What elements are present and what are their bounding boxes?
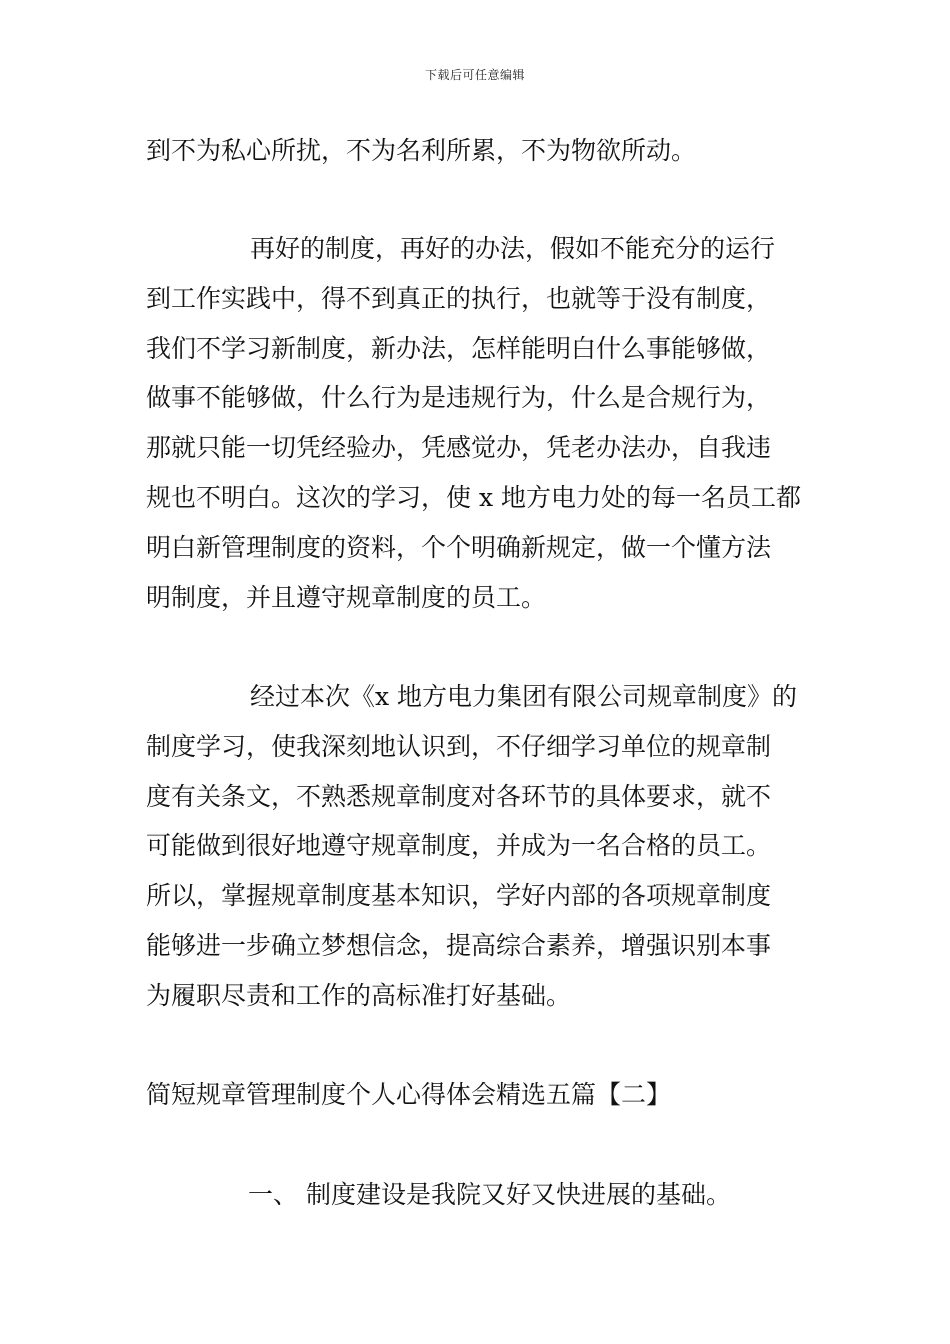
text-line: 规也不明白。这次的学习，使 x 地方电力处的每一名员工都: [146, 483, 801, 512]
list-item-one: 一、 制度建设是我院又好又快进展的基础。: [248, 1180, 731, 1209]
text-line: 度有关条文，不熟悉规章制度对各环节的具体要求，就不: [146, 782, 772, 811]
paragraph-first-line: 经过本次《x 地方电力集团有限公司规章制度》的: [250, 682, 798, 711]
text-line: 到工作实践中，得不到真正的执行，也就等于没有制度，: [146, 284, 772, 313]
text-line: 制度学习，使我深刻地认识到，不仔细学习单位的规章制: [146, 732, 772, 761]
section-title: 简短规章管理制度个人心得体会精选五篇【二】: [146, 1080, 672, 1109]
text-line: 做事不能够做，什么行为是违规行为，什么是合规行为，: [146, 383, 772, 412]
text-line: 为履职尽责和工作的高标准打好基础。: [146, 981, 572, 1010]
text-line: 到不为私心所扰，不为名利所累，不为物欲所动。: [146, 136, 697, 165]
text-line: 那就只能一切凭经验办，凭感觉办，凭老办法办，自我违: [146, 433, 772, 462]
text-line: 明制度，并且遵守规章制度的员工。: [146, 583, 547, 612]
paragraph-first-line: 再好的制度，再好的办法，假如不能充分的运行: [250, 234, 776, 263]
header-note: 下载后可任意编辑: [424, 68, 525, 82]
text-line: 所以，掌握规章制度基本知识，学好内部的各项规章制度: [146, 881, 772, 910]
text-line: 可能做到很好地遵守规章制度，并成为一名合格的员工。: [146, 831, 772, 860]
text-line: 能够进一步确立梦想信念，提高综合素养，增强识别本事: [146, 931, 772, 960]
text-line: 我们不学习新制度，新办法，怎样能明白什么事能够做，: [146, 334, 772, 363]
text-line: 明白新管理制度的资料，个个明确新规定，做一个懂方法: [146, 533, 772, 562]
